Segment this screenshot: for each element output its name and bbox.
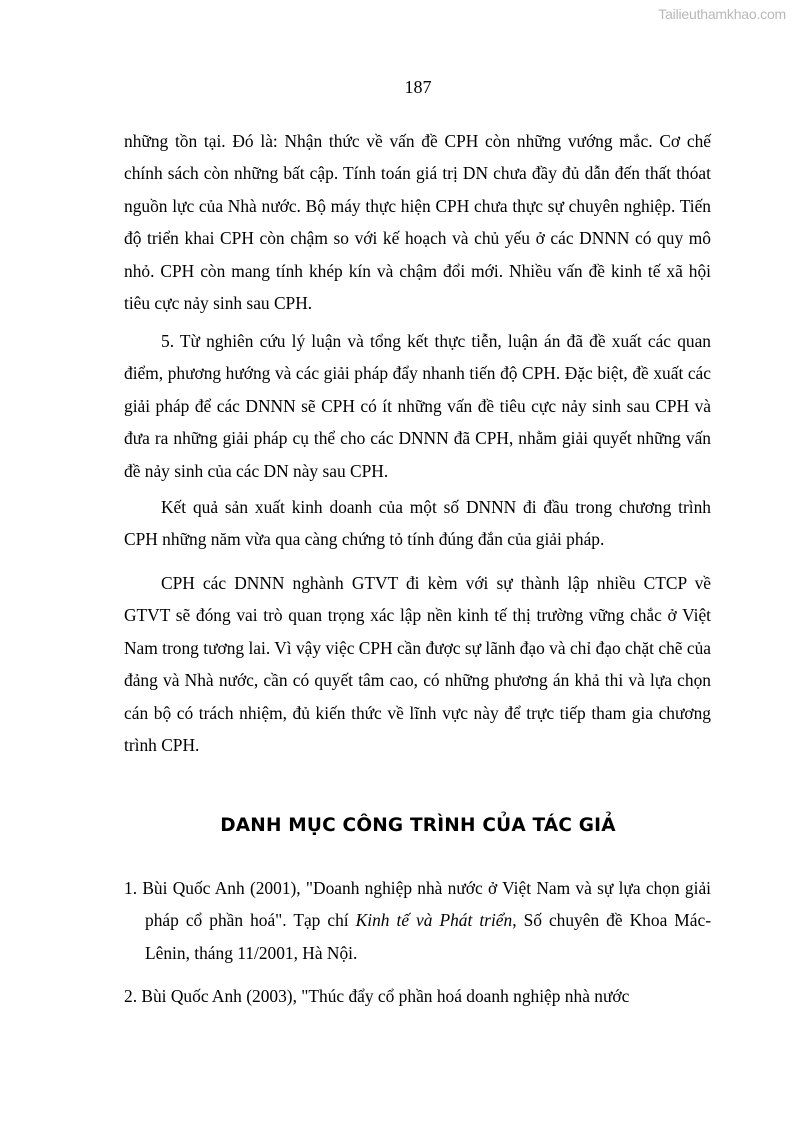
body-paragraph <box>124 325 711 487</box>
watermark: Tailieuthamkhao.com <box>658 6 786 22</box>
reference-text: 1. Bùi Quốc Anh (2001), "Doanh nghiệp nhà nước ở Việt Nam và sự lựa chọn giải pháp cổ phần hoá". Tạp chí <box>124 878 711 931</box>
paragraph-text: Kết quả sản xuất kinh doanh của một số DNNN đi đầu trong chương trình CPH những năm vừa qua càng chứng tỏ tính đúng đắn của giải pháp. <box>124 497 711 550</box>
reference-text-end: , Số chuyên đề Khoa Mác- Lênin, tháng 11/2001, Hà Nội. <box>145 910 711 963</box>
reference-text: 2. Bùi Quốc Anh (2003), "Thúc đẩy cổ phần hoá doanh nghiệp nhà nước <box>124 986 630 1006</box>
section-heading: DANH MỤC CÔNG TRÌNH CỦA TÁC GIẢ <box>220 815 616 836</box>
body-paragraph <box>124 491 711 556</box>
journal-title: Kinh tế và Phát triển <box>355 910 513 931</box>
paragraph-text: 5. Từ nghiên cứu lý luận và tổng kết thực tiễn, luận án đã đề xuất các quan điểm, phương hướng và các giải pháp đẩy nhanh tiến độ CPH. Đặc biệt, đề xuất các giải pháp để các DNNN sẽ CPH có ít những vấn đề tiêu cực nảy sinh sau CPH và đưa ra những giải pháp cụ thể cho các DNNN đã CPH, nhằm giải quyết những vấn đề nảy sinh của các DN này sau CPH. <box>124 331 711 481</box>
body-paragraph <box>124 125 711 319</box>
reference-item <box>124 980 711 1012</box>
page-number: 187 <box>404 77 432 97</box>
paragraph-text: những tồn tại. Đó là: Nhận thức về vấn đề CPH còn những vướng mắc. Cơ chế chính sách còn những bất cập. Tính toán giá trị DN chưa đầy đủ dẫn đến thất thóat nguồn lực của Nhà nước. Bộ máy thực hiện CPH chưa thực sự chuyên nghiệp. Tiến độ triển khai CPH còn chậm so với kế hoạch và chủ yếu ở các DNNN có quy mô nhỏ. CPH còn mang tính khép kín và chậm đổi mới. Nhiều vấn đề kinh tế xã hội tiêu cực nảy sinh sau CPH. <box>124 131 711 314</box>
body-paragraph <box>124 567 711 761</box>
paragraph-text: CPH các DNNN nghành GTVT đi kèm với sự thành lập nhiều CTCP về GTVT sẽ đóng vai trò quan trọng xác lập nền kinh tế thị trường vững chắc ở Việt Nam trong tương lai. Vì vậy việc CPH cần được sự lãnh đạo và chỉ đạo chặt chẽ của đảng và Nhà nước, cần có quyết tâm cao, có những phương án khả thi và lựa chọn cán bộ có trách nhiệm, đủ kiến thức về lĩnh vực này để trực tiếp tham gia chương trình CPH. <box>124 573 711 756</box>
reference-item <box>124 872 711 969</box>
